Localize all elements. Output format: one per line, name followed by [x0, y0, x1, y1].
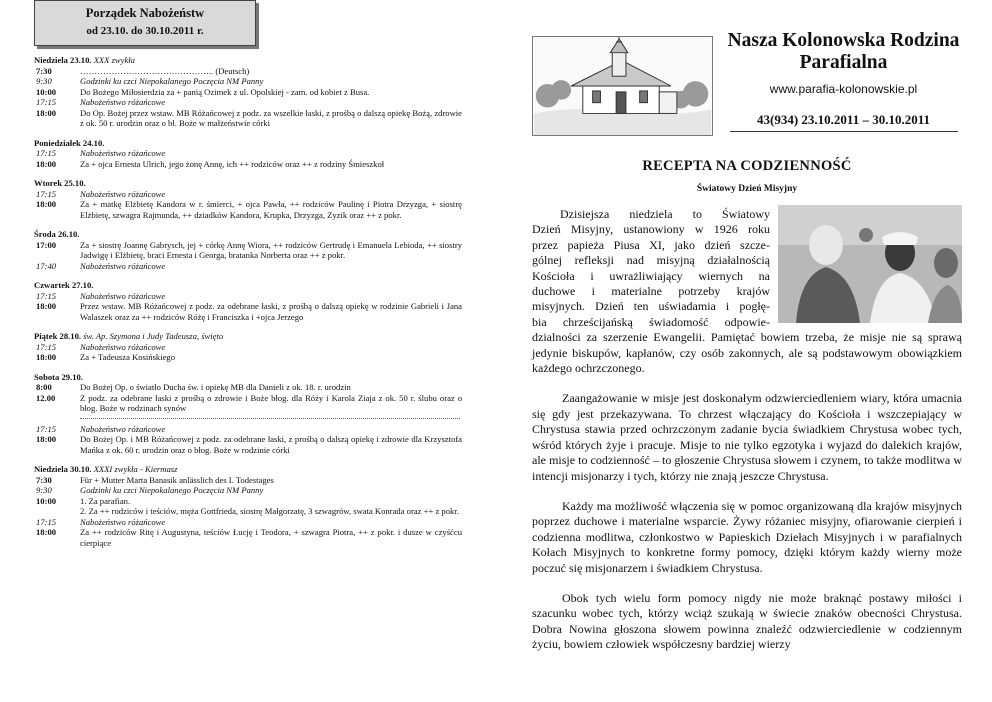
wrapped-line: Dzisiejsza niedziela to Światowy: [560, 207, 770, 221]
schedule-day: [34, 372, 462, 456]
schedule-row: [34, 97, 462, 108]
mass-intention: Nabożeństwo różańcowe: [80, 290, 166, 301]
mass-intention: Przez wstaw. MB Różańcowej z podz. za odebrane łaski, z prośbą o dalszą opiekę w rodzinie Gabrieli i Jana Walaszek oraz za ++ rodziców Różę i Franciszka i +ojca Jerzego: [80, 301, 462, 322]
schedule-row: [34, 424, 462, 435]
mass-time: 18:00: [36, 434, 57, 444]
mass-time: 10:00: [36, 86, 57, 97]
mass-time: 18:00: [36, 301, 57, 311]
mass-intention: Za + Tadeusza Kosińskiego: [80, 352, 176, 362]
mass-intention: Nabożeństwo różańcowe: [80, 97, 166, 107]
mass-intention: Nabożeństwo różańcowe: [80, 148, 166, 158]
article-title: RECEPTA NA CODZIENNOŚĆ: [642, 158, 852, 174]
mass-time: 17:15: [36, 188, 57, 199]
day-heading: [34, 280, 462, 291]
schedule-page: [34, 0, 474, 702]
day-date: Wtorek 25.10.: [34, 178, 86, 188]
schedule-row: [34, 434, 462, 455]
mass-intention: Za + ojca Ernesta Ulrich, jego żonę Annę, ich ++ rodziców oraz ++ z rodziny Śmieszkoł: [80, 158, 385, 169]
mass-time: 8:00: [36, 382, 52, 392]
wrapped-line: bia chrześcijańską świadomość odpowie-: [532, 314, 770, 329]
day-date: Czwartek 27.10.: [34, 280, 94, 290]
day-heading: [34, 138, 462, 149]
schedule-row: [34, 393, 462, 414]
day-date: Niedziela 30.10.: [34, 464, 92, 474]
mass-time: 18:00: [36, 527, 57, 537]
mass-intention: Za + siostrę Joannę Gabrysch, jej + córkę Annę Wiora, ++ rodziców Gertrudę i Emanuela Lebioda, ++ siostry Jadwigę i Elżbietę, braci Ernesta i Georga, bratanka Norberta oraz ++ z pokr.: [80, 239, 462, 260]
wrapped-line: misyjnych. Dzień ten uświadamia i pogłę-: [532, 299, 770, 314]
schedule-row: [34, 517, 462, 528]
mass-time: 18:00: [36, 199, 57, 209]
article-paragraph-3: Każdy ma możliwość włączenia się w pomoc organizowaną dla krajów misyjnych poprzez duchowe i materialne wsparcie. Żywy różaniec misyjny, ofiarowanie cierpień i codzienna modlitwa, członkostwo w Papieskich Dziełach Misyjnych i w parafialnych Kołach Misyjnych to konkretne formy pomocy, dzięki którym każdy wierny może poczuć się misjonarzem i świadkiem Chrystusa.: [532, 498, 962, 575]
schedule-row: [34, 199, 462, 220]
mass-intention: Za ++ rodziców Ritę i Augustyna, teściów Łucję i Teodora, + szwagra Piotra, ++ z pokr. i dusze w czyśćcu cierpiące: [80, 527, 462, 548]
mass-intention: ……………………………………….. (Deutsch): [80, 65, 250, 76]
issue-number: 43(934) 23.10.2011 – 30.10.2011: [757, 112, 930, 127]
article-paragraph-1: [532, 207, 962, 376]
schedule-row: [34, 506, 462, 517]
day-date: Niedziela 23.10.: [34, 55, 92, 65]
schedule-row: [34, 342, 462, 353]
schedule-dates: od 23.10. do 30.10.2011 r.: [86, 25, 204, 37]
wrapped-line: duchowe i materialne potrzeby krajów: [532, 284, 770, 299]
mass-time: 17:40: [36, 260, 57, 271]
church-illustration: [532, 36, 713, 136]
wrapped-line: Kościoła i uwrażliwiający wiernych na: [532, 268, 770, 283]
mass-intention: Z podz. za odebrane łaski z prośbą o zdrowie i Boże błog. dla Róży i Karola Ziaja z ok. 50 r. ślubu oraz o błog. Boże w rodzinach synów: [80, 392, 462, 413]
parish-website: www.parafia-kolonowskie.pl: [769, 82, 918, 96]
mass-intention: Godzinki ku czci Niepokalanego Poczęcia NM Panny: [80, 485, 264, 495]
mass-intention: 2. Za ++ rodziców i teściów, męża Gottfrieda, siostrę Małgorzatę, 3 szwagrów, swata Konrada oraz ++ z pokr.: [80, 506, 459, 516]
day-heading: [34, 178, 462, 189]
schedule-row: [34, 301, 462, 322]
mass-time: 18:00: [36, 352, 57, 362]
schedule-day: [34, 331, 462, 363]
mass-intention: Nabożeństwo różańcowe: [80, 260, 166, 271]
mass-time: 17:00: [36, 239, 57, 250]
mass-time: [34, 506, 80, 517]
schedule-row: [34, 527, 462, 548]
day-date: Środa 26.10.: [34, 229, 80, 239]
schedule-row: [34, 475, 462, 486]
mass-intention: Za + matkę Elżbietę Kandora w r. śmierci, + ojca Pawła, ++ rodziców Paulinę i Piotra Drzyzga, + siostrę Elżbietę, szwagra Rajmunda, ++ dziadków Kandora, Krupka, Drzyzga, Zyzik oraz ++ z pokr.: [80, 199, 462, 220]
schedule-row: [34, 189, 462, 200]
mass-intention: 1. Za parafian.: [80, 495, 131, 506]
day-liturgical-note: XXXI zwykła - Kiermasz: [93, 464, 178, 474]
schedule-row: [34, 159, 462, 170]
wrapped-line: gólnej refleksji nad misyjną działalnością: [532, 253, 770, 268]
day-liturgical-note: XXX zwykła: [93, 55, 135, 65]
day-heading: [34, 229, 462, 240]
schedule-row: [34, 485, 462, 496]
schedule-day: [34, 464, 462, 548]
bulletin-front-page: [532, 0, 962, 702]
mass-time: 17:15: [36, 341, 57, 352]
paragraph-continuation: dzialności za szerzenie Ewangelii. Pamiętać bowiem trzeba, że misje nie są sprawą jedynie biskupów, kapłanów, czy osób zakonnych, ale są podstawowym obowiązkiem każdego ochrzczonego.: [532, 330, 962, 376]
schedule-row: [34, 240, 462, 261]
mass-time: 17:15: [36, 290, 57, 301]
mass-time: 9:30: [36, 485, 52, 495]
article-subtitle: Światowy Dzień Misyjny: [696, 184, 798, 194]
mass-intention: Godzinki ku czci Niepokalanego Poczęcia NM Panny: [80, 76, 264, 86]
mass-time: 17:15: [36, 423, 57, 434]
mass-intention: Do Bożego Miłosierdzia za + panią Ozimek z ul. Opolskiej - zam. od kobiet z Busa.: [80, 86, 370, 97]
dotted-separator: [80, 418, 460, 419]
mass-intention: Do Op. Bożej przez wstaw. MB Różańcowej z podz. za wszelkie łaski, z prośbą o dalszą opiekę Bożą, zdrowie z ok. 50 r. urodzin oraz o bł. Boże w małżeństwie córki: [80, 107, 462, 128]
schedule-row: [34, 108, 462, 129]
wrapped-line: przez papieża Piusa XI, jako dzień szcze-: [532, 237, 770, 252]
schedule-row: [34, 148, 462, 159]
mass-time: 17:15: [36, 148, 57, 158]
article-body: [532, 207, 962, 653]
mass-intention: Für + Mutter Marta Banasik anlässlich des I. Todestages: [80, 474, 274, 485]
schedule-header: [34, 0, 256, 46]
mass-time: 10:00: [36, 495, 57, 506]
mass-intention: Nabożeństwo różańcowe: [80, 188, 166, 199]
mass-time: 7:30: [36, 474, 52, 485]
parish-title: Nasza Kolonowska Rodzina Parafialna: [727, 30, 960, 73]
mass-time: 7:30: [36, 65, 52, 76]
schedule-day: [34, 178, 462, 220]
schedule-row: [34, 352, 462, 363]
day-date: Sobota 29.10.: [34, 371, 83, 382]
mass-time: 17:15: [36, 97, 57, 107]
schedule-row: [34, 496, 462, 507]
schedule-title: Porządek Nabożeństw: [85, 6, 205, 20]
day-liturgical-note: św. Ap. Szymona i Judy Tadeusza, święto: [83, 331, 224, 341]
mass-time: 17:15: [36, 516, 57, 527]
church-drawing-icon: [533, 37, 712, 135]
schedule-row: [34, 87, 462, 98]
schedule-day: [34, 229, 462, 271]
mass-intention: Do Bożej Op. i MB Różańcowej z podz. za odebrane łaski, z prośbą o dalszą opiekę i zdrowie dla Krzysztofa Mańka z ok. 60 r. urodzin oraz o błog. Boże w rodzinie córki: [80, 434, 462, 455]
day-heading: [34, 464, 462, 475]
schedule-row: [34, 261, 462, 272]
mass-intention: Do Bożej Op. o światło Ducha św. i opiekę MB dla Danieli z ok. 18. r. urodzin: [80, 382, 351, 392]
schedule-row: [34, 291, 462, 302]
mass-intention: Nabożeństwo różańcowe: [80, 341, 166, 352]
day-date: Piątek 28.10.: [34, 331, 82, 341]
mass-schedule: [34, 55, 462, 557]
schedule-day: [34, 55, 462, 129]
mass-time: 12.00: [36, 392, 56, 403]
day-heading: [34, 55, 462, 66]
mass-intention: Nabożeństwo różańcowe: [80, 516, 166, 527]
wrapped-line: Dzień Misyjny, ustanowiony w 1926 roku: [532, 222, 770, 237]
header-divider: [730, 131, 958, 132]
day-date: Poniedziałek 24.10.: [34, 137, 105, 148]
mass-time: 18:00: [36, 158, 57, 169]
schedule-day: [34, 280, 462, 322]
mass-intention: Nabożeństwo różańcowe: [80, 423, 166, 434]
article-paragraph-2: Zaangażowanie w misje jest doskonałym odzwierciedleniem wiary, która umacnia się gdy jest przekazywana. To chrzest włączający do Kościoła i wszczepiający w Chrystusa stawia przed ochrzczonym zadanie bycia świadkiem Chrystusa wobec tych, wśród których żyje i pracuje. Misje to nie tylko egzotyka i wyjazd do dalekich krajów, ale misje to codzienność – to głoszenie Chrystusa słowem i czynem, to także modlitwa w intencji misjonarzy i tych, którzy nie znają jeszcze Chrystusa.: [532, 391, 962, 483]
schedule-row: [34, 66, 462, 77]
mass-time: 9:30: [36, 76, 52, 86]
schedule-day: [34, 138, 462, 170]
schedule-row: [34, 76, 462, 87]
day-heading: [34, 331, 462, 342]
article-paragraph-4: Obok tych wielu form pomocy nigdy nie może braknąć postawy miłości i szacunku wobec tych, którzy wciąż szukają w świecie znaków obecności Chrystusa. Dobra Nowina głoszona słowem powinna znaleźć odzwierciedlenie w codziennym życiu, bowiem człowiek współczesny bardziej wierzy: [532, 590, 962, 652]
schedule-row: [34, 382, 462, 393]
day-heading: [34, 372, 462, 383]
mass-time: 18:00: [36, 107, 57, 118]
